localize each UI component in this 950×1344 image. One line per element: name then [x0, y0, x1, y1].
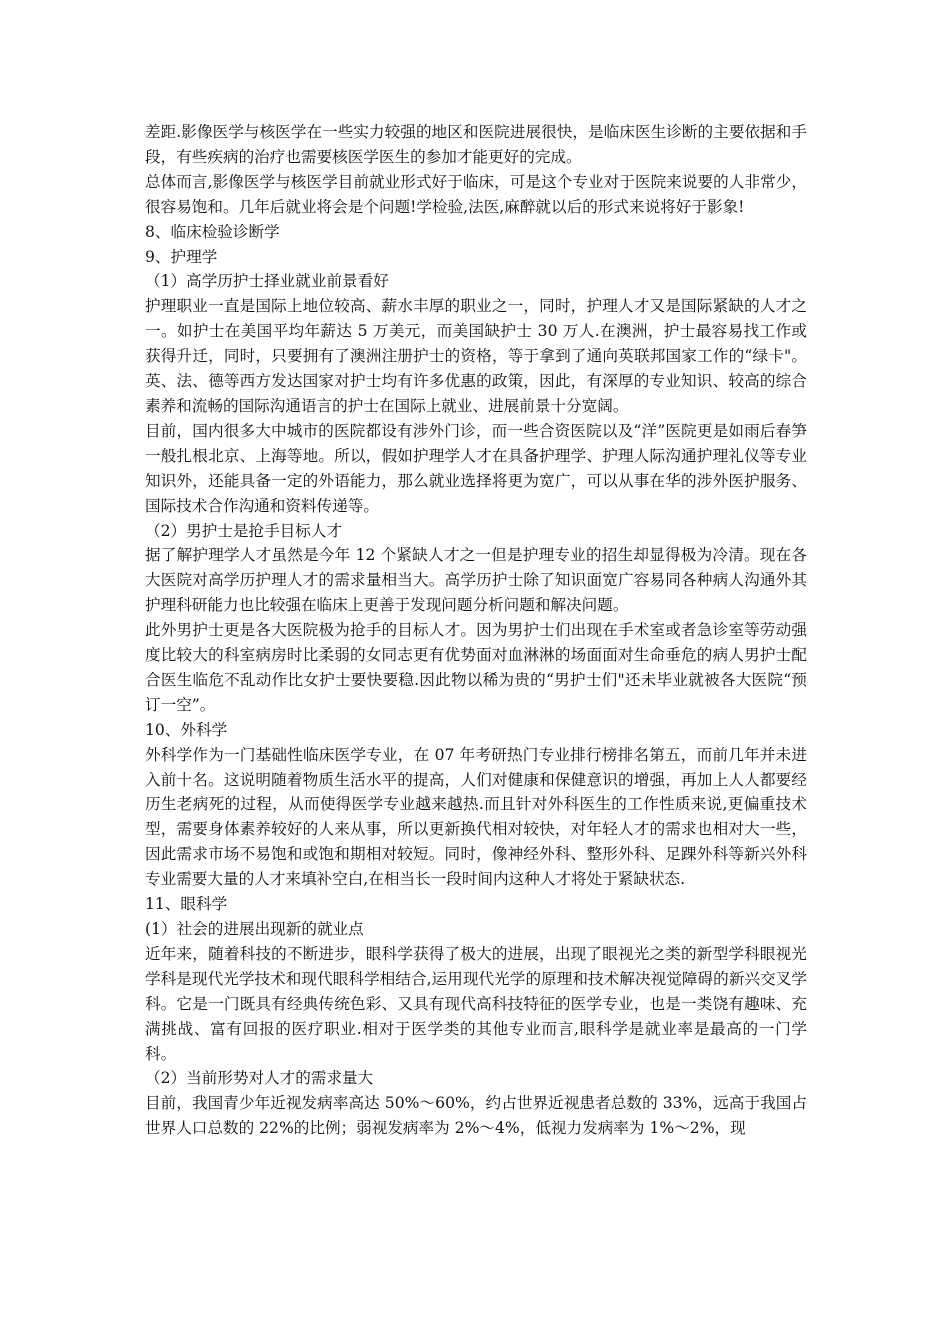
subheading-nursing-1: （1）高学历护士择业就业前景看好 [145, 272, 389, 291]
paragraph-imaging-gap: 差距.影像医学与核医学在一些实力较强的地区和医院进展很快，是临床医生诊断的主要依据和手段，有些疾病的治疗也需要核医学医生的参加才能更好的完成。 [145, 123, 807, 166]
heading-10-surgery: 10、外科学 [145, 720, 228, 739]
paragraph-myopia-stats: 目前，我国青少年近视发病率高达 50%～60%，约占世界近视患者总数的 33%，远高于我国占世界人口总数的 22%的比例；弱视发病率为 2%～4%，低视力发病率为 1%～2%，现 [145, 1094, 807, 1138]
subheading-nursing-2: （2）男护士是抢手目标人才 [145, 521, 343, 540]
heading-8-clinical-lab: 8、临床检验诊断学 [145, 222, 280, 241]
paragraph-male-nurses: 此外男护士更是各大医院极为抢手的目标人才。因为男护士们出现在手术室或者急诊室等劳动强度比较大的科室病房时比柔弱的女同志更有优势面对血淋淋的场面面对生命垂危的病人男护士配合医生临危不乱动作比女护士要快要稳.因此物以稀为贵的“男护士们"还未毕业就被各大医院“预订一空”。 [145, 621, 807, 714]
paragraph-imaging-summary: 总体而言,影像医学与核医学目前就业形式好于临床，可是这个专业对于医院来说要的人非常少，很容易饱和。几年后就业将会是个问题!学检验,法医,麻醉就以后的形式来说将好于影象! [145, 172, 807, 216]
paragraph-optometry: 近年来，随着科技的不断进步，眼科学获得了极大的进展，出现了眼视光之类的新型学科眼视光学科是现代光学技术和现代眼科学相结合,运用现代光学的原理和技术解决视觉障碍的新兴交叉学科。它是一门既具有经典传统色彩、又具有现代高科技特征的医学专业，也是一类饶有趣味、充满挑战、富有回报的医疗职业.相对于医学类的其他专业而言,眼科学是就业率是最高的一门学科。 [145, 944, 807, 1063]
subheading-ophthalmology-2: （2）当前形势对人才的需求量大 [145, 1069, 374, 1088]
subheading-ophthalmology-1: (1）社会的进展出现新的就业点 [145, 920, 364, 938]
paragraph-nursing-domestic: 目前，国内很多大中城市的医院都设有涉外门诊，而一些合资医院以及“洋”医院更是如雨后春笋一般扎根北京、上海等地。所以，假如护理学人才在具备护理学、护理人际沟通护理礼仪等专业知识外，还能具备一定的外语能力，那么就业选择将更为宽广，可以从事在华的涉外医护服务、国际技术合作沟通和资料传递等。 [145, 421, 807, 515]
document-page [145, 120, 807, 1141]
heading-9-nursing: 9、护理学 [145, 247, 218, 266]
paragraph-nursing-international: 护理职业一直是国际上地位较高、薪水丰厚的职业之一，同时，护理人才又是国际紧缺的人才之一。如护士在美国平均年薪达 5 万美元，而美国缺护士 30 万人.在澳洲，护士最容易找工作或获得升迁，同时，只要拥有了澳洲注册护士的资格，等于拿到了通向英联邦国家工作的“绿卡"。英、法、德等西方发达国家对护士均有许多优惠的政策，因此，有深厚的专业知识、较高的综合素养和流畅的国际沟通语言的护士在国际上就业、进展前景十分宽阔。 [145, 297, 807, 415]
paragraph-surgery: 外科学作为一门基础性临床医学专业，在 07 年考研热门专业排行榜排名第五，而前几年并未进入前十名。这说明随着物质生活水平的提高，人们对健康和保健意识的增强，再加上人人都要经历生老病死的过程，从而使得医学专业越来越热.而且针对外科医生的工作性质来说,更偏重技术型，需要身体素养较好的人来从事，所以更新换代相对较快，对年轻人才的需求也相对大一些，因此需求市场不易饱和或饱和期相对较短。同时，像神经外科、整形外科、足踝外科等新兴外科专业需要大量的人才来填补空白,在相当长一段时间内这种人才将处于紧缺状态. [145, 745, 807, 889]
paragraph-nursing-demand: 据了解护理学人才虽然是今年 12 个紧缺人才之一但是护理专业的招生却显得极为冷清。现在各大医院对高学历护理人才的需求量相当大。高学历护士除了知识面宽广容易同各种病人沟通外其护理科研能力也比较强在临床上更善于发现问题分析问题和解决问题。 [145, 546, 807, 615]
heading-11-ophthalmology: 11、眼科学 [145, 895, 228, 914]
